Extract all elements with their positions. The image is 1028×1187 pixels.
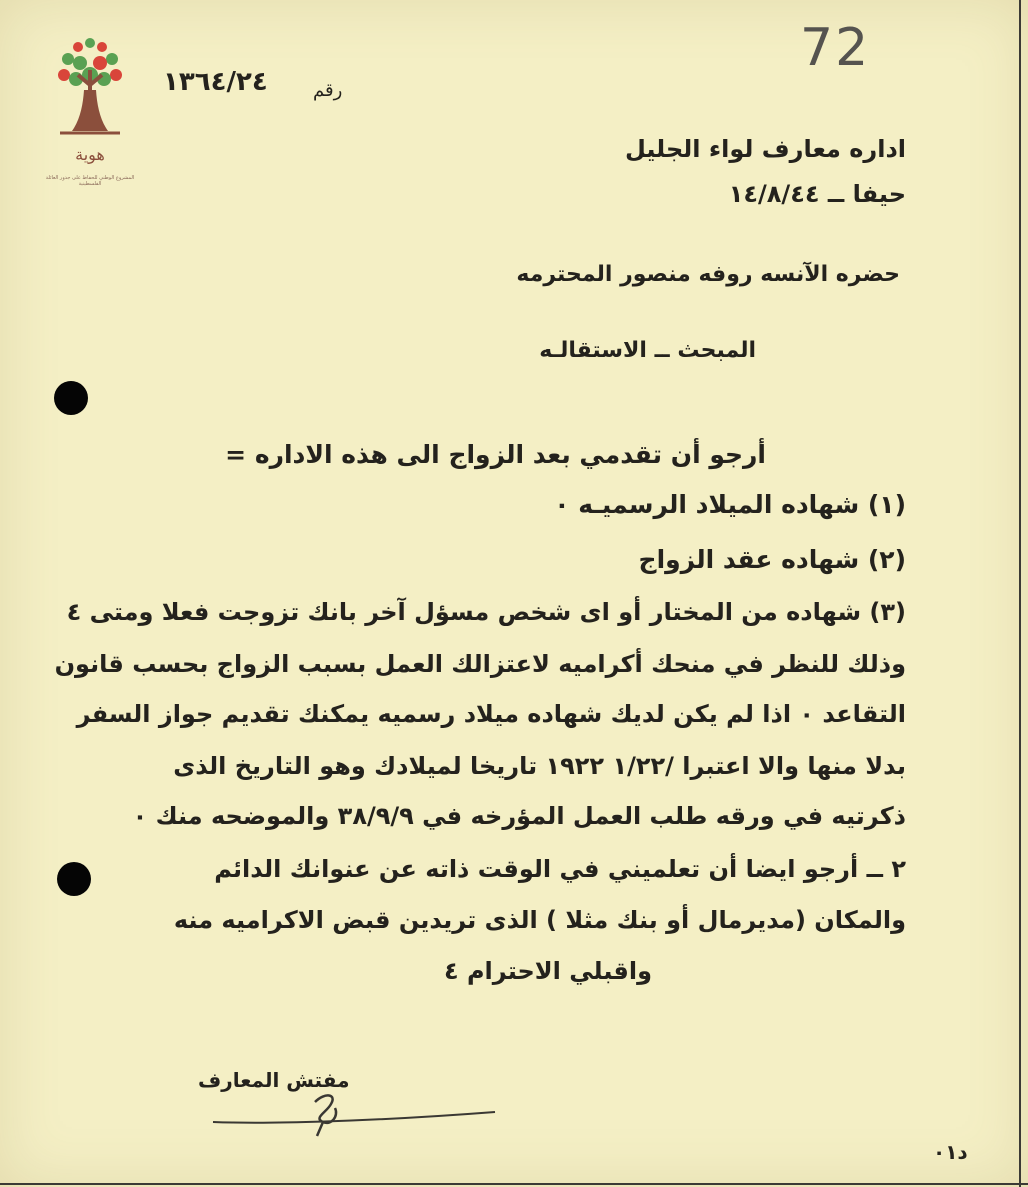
reference-number: ١٣٦٤/٢٤ xyxy=(163,67,268,97)
reference-label: رقم xyxy=(313,80,343,101)
item-2: (٢) شهاده عقد الزواج xyxy=(638,545,906,574)
body-line-3: بدلا منها والا اعتبرا /١/٢٢ ١٩٢٢ تاريخا لميلادك وهو التاريخ الذى xyxy=(173,752,906,780)
scan-edge-bottom xyxy=(0,1183,1028,1185)
signature-title: مفتش المعارف xyxy=(198,1068,350,1092)
handwritten-folio-number: 72 xyxy=(800,18,871,78)
punch-hole-bottom xyxy=(57,862,91,896)
body-line-2: التقاعد ٠ اذا لم يكن لديك شهاده ميلاد رسميه يمكنك تقديم جواز السفر xyxy=(76,700,906,728)
para2-line-1: ٢ ــ أرجو ايضا أن تعلميني في الوقت ذاته عن عنوانك الدائم xyxy=(214,855,906,883)
signature-scribble xyxy=(205,1082,505,1142)
tree-icon xyxy=(50,35,130,180)
recipient-line: حضره الآنسه روفه منصور المحترمه xyxy=(516,262,900,287)
body-line-1: وذلك للنظر في منحك أكراميه لاعتزالك العمل بسبب الزواج بحسب قانون xyxy=(54,650,906,678)
intro-line: أرجو أن تقدمي بعد الزواج الى هذه الاداره = xyxy=(225,440,766,469)
scan-edge-right xyxy=(1019,0,1021,1187)
item-1: (١) شهاده الميلاد الرسميـه ٠ xyxy=(554,490,906,519)
logo-caption: المشروع الوطني للحفاظ على جذور العائلة الفلسطينية xyxy=(45,175,135,187)
punch-hole-top xyxy=(54,381,88,415)
office-name: اداره معارف لواء الجليل xyxy=(624,135,906,163)
hawiya-logo xyxy=(50,35,130,195)
body-line-4: ذكرتيه في ورقه طلب العمل المؤرخه في ٣٨/٩/٩ والموضحه منك ٠ xyxy=(132,802,906,830)
svg-text:هوية: هوية xyxy=(75,145,105,164)
page-mark: د٠١ xyxy=(933,1140,968,1164)
closing-line: واقبلي الاحترام ٤ xyxy=(443,957,652,985)
place-date: حيفا ــ ١٤/٨/٤٤ xyxy=(728,180,906,208)
item-3: (٣) شهاده من المختار أو اى شخص مسؤل آخر بانك تزوجت فعلا ومتى ٤ xyxy=(66,598,906,626)
subject-line: المبحث ــ الاستقالـه xyxy=(539,338,756,363)
para2-line-2: والمكان (مديرمال أو بنك مثلا ) الذى تريدين قبض الاكراميه منه xyxy=(173,906,906,934)
